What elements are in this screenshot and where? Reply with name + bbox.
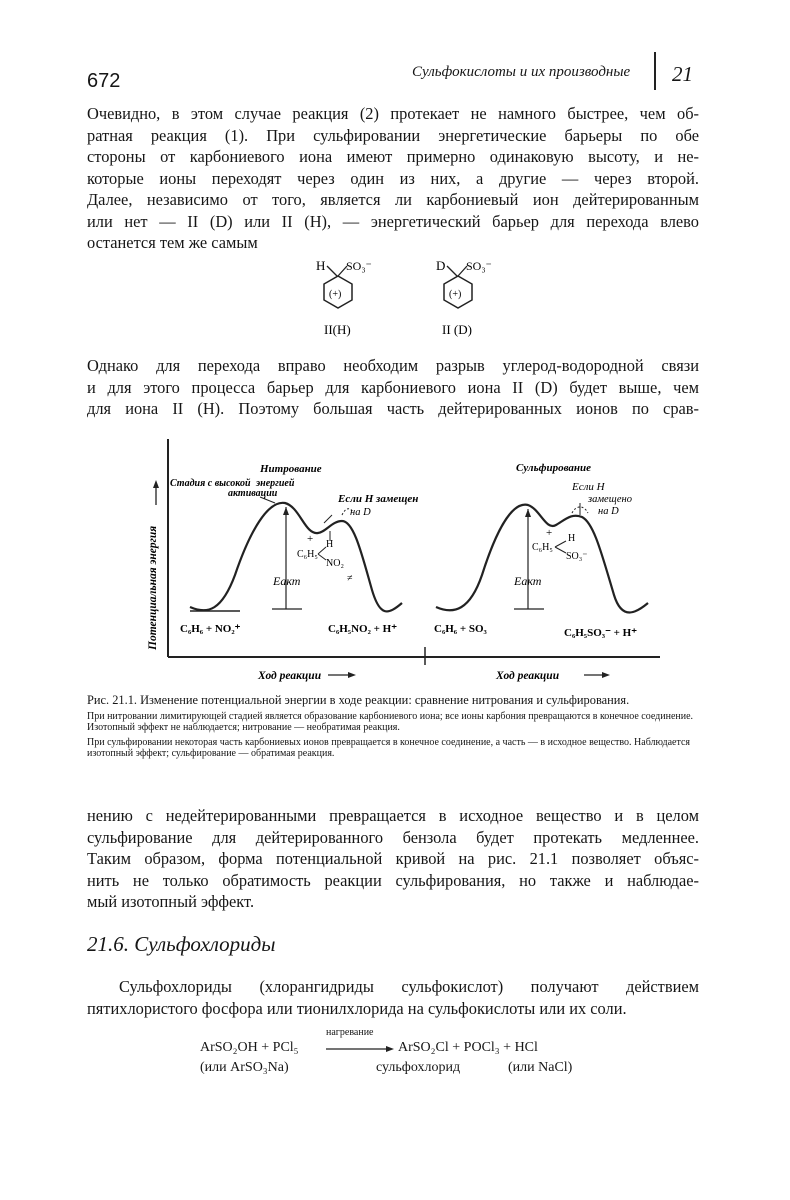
chapter-number: 21 bbox=[672, 62, 693, 86]
structure-d-substituent: D bbox=[436, 258, 446, 273]
intermediate-left-group: NO₂ bbox=[326, 558, 344, 569]
intermediate-left-ring: C₆H₅ bbox=[297, 549, 318, 560]
if-replaced-right-2: замещено bbox=[588, 494, 633, 505]
page-number: 672 bbox=[87, 70, 121, 92]
high-energy-stage-3: активации bbox=[228, 488, 278, 499]
if-replaced-right-3: на D bbox=[598, 506, 619, 517]
energy-diagram bbox=[140, 435, 680, 685]
equation-left: ArSO₂OH + PCl₅ bbox=[200, 1040, 299, 1055]
equation-product-name: сульфохлорид bbox=[376, 1060, 461, 1075]
ring-charge: (+) bbox=[329, 289, 342, 300]
structure-d-group: SO₃⁻ bbox=[466, 259, 492, 273]
y-axis-label: Потенциальная энергия bbox=[147, 525, 159, 650]
text-line: Однако для перехода вправо необходим разрыв углерод-водородной связи bbox=[87, 356, 699, 375]
equation-right: ArSO₂Cl + POCl₃ + HCl bbox=[398, 1040, 538, 1055]
reaction-arrow-icon bbox=[326, 1043, 396, 1055]
arrow-right-icon bbox=[602, 672, 610, 678]
section-number: 21.6. bbox=[87, 932, 129, 956]
if-replaced-left-1: Если H замещен bbox=[338, 493, 419, 505]
activation-label-left: Eакт bbox=[273, 574, 301, 588]
x-label-right: Ход реакции bbox=[496, 670, 560, 682]
text-line: Сульфохлориды (хлорангидриды сульфокислот) получают действием bbox=[119, 977, 699, 996]
text-line: нению с недейтерированными превращается в исходное вещество и в целом bbox=[87, 806, 699, 825]
x-label-left: Ход реакции bbox=[258, 670, 322, 682]
intermediate-left-h: H bbox=[326, 539, 334, 550]
equation-condition: нагревание bbox=[326, 1027, 374, 1038]
text-line: и для этого процесса барьер для карбониевого иона II (D) будет выше, чем bbox=[87, 377, 699, 397]
running-title: Сульфокислоты и их производные bbox=[412, 64, 631, 80]
equation-right-alt: (или NaCl) bbox=[508, 1060, 573, 1075]
header-divider bbox=[654, 52, 656, 90]
text-line: пятихлористого фосфора или тионилхлорида на сульфокислоты или их соли. bbox=[87, 998, 627, 1018]
structure-h-group: SO₃⁻ bbox=[346, 259, 372, 273]
structure-ii-h bbox=[316, 258, 372, 337]
carbonium-structures bbox=[300, 252, 520, 342]
nitration-title: Нитрование bbox=[260, 463, 322, 475]
paragraph-1 bbox=[87, 103, 699, 254]
caption-note-2: При сульфировании некоторая часть карбониевых ионов превращается в конечное соединение, а часть — в исходное вещество. Наблюдается изотопный эффект; сульфирование — обратимая реакция. bbox=[87, 737, 691, 759]
reactants-left: C₆H₆ + NO₂⁺ bbox=[180, 623, 241, 635]
text-line: Таким образом, форма потенциальной кривой на рис. 21.1 позволяет объяс- bbox=[87, 849, 699, 868]
figure-caption bbox=[87, 693, 699, 759]
high-energy-stage-2: энергией bbox=[256, 478, 295, 489]
text-line: нить не только обратимость реакции сульфирования, но также и наблюдае- bbox=[87, 870, 699, 890]
high-energy-stage-1: Стадия с высокой bbox=[170, 478, 251, 489]
text-line: ратная реакция (1). При сульфировании энергетические барьеры по обе bbox=[87, 125, 699, 145]
products-left: C₆H₅NO₂ + H⁺ bbox=[328, 623, 398, 635]
nitration-curve bbox=[190, 503, 402, 612]
text-line: Далее, независимо от того, является ли карбониевый ион дейтерированным bbox=[87, 190, 699, 209]
reactants-right: C₆H₆ + SO₃ bbox=[434, 623, 487, 635]
structure-h-substituent: H bbox=[316, 258, 326, 273]
text-line: для иона II (H). Поэтому большая часть дейтерированных ионов по срав- bbox=[87, 399, 699, 418]
sulfonation-curve bbox=[436, 505, 648, 613]
text-line: останется тем же самым bbox=[87, 233, 258, 252]
arrow-up-icon bbox=[153, 480, 159, 488]
text-line: Очевидно, в этом случае реакция (2) протекает не намного быстрее, чем об- bbox=[87, 104, 699, 123]
if-replaced-right-1: Если H bbox=[572, 481, 605, 493]
text-line: которые ионы переходят через один из них, а другие — через второй. bbox=[87, 168, 699, 188]
intermediate-left-plus: + bbox=[307, 533, 314, 545]
paragraph-4 bbox=[87, 976, 699, 1019]
paragraph-2 bbox=[87, 355, 699, 420]
structure-d-label: II (D) bbox=[442, 322, 472, 337]
sulfonation-title: Сульфирование bbox=[516, 462, 592, 474]
if-replaced-left-2: на D bbox=[350, 507, 371, 518]
intermediate-right-h: H bbox=[568, 533, 576, 544]
section-title: Сульфохлориды bbox=[134, 932, 276, 956]
activation-label-right: Eакт bbox=[514, 574, 542, 588]
ring-charge: (+) bbox=[449, 289, 462, 300]
arrow-right-icon bbox=[348, 672, 356, 678]
text-line: мый изотопный эффект. bbox=[87, 892, 255, 911]
caption-note-1: При нитровании лимитирующей стадией является образование карбониевого иона; все ионы карбония превращаются в конечное соединение. Изотопный эффект не наблюдается; нитрование — необратимая реакция. bbox=[87, 711, 694, 733]
products-right: C₆H₅SO₃⁻ + H⁺ bbox=[564, 627, 638, 639]
text-line: или нет — II (D) или II (H), — энергетический барьер для перехода влево bbox=[87, 211, 699, 231]
intermediate-right-ring: C₆H₅ bbox=[532, 542, 553, 553]
svg-text:≠: ≠ bbox=[347, 573, 353, 584]
structure-ii-d bbox=[436, 258, 492, 337]
paragraph-3 bbox=[87, 805, 699, 913]
text-line: сульфирование для дейтерированного бензола будет протекать медленнее. bbox=[87, 827, 699, 847]
structure-h-label: II(H) bbox=[324, 322, 351, 337]
section-heading bbox=[87, 932, 276, 957]
intermediate-right-group: SO₃⁻ bbox=[566, 551, 588, 562]
text-line: стороны от карбониевого иона имеют примерно одинаковую высоту, и не- bbox=[87, 147, 699, 166]
caption-main: Рис. 21.1. Изменение потенциальной энергии в ходе реакции: сравнение нитрования и сульфирования. bbox=[87, 693, 630, 707]
equation-left-alt: (или ArSO₃Na) bbox=[200, 1060, 289, 1075]
intermediate-right-plus: + bbox=[546, 527, 553, 539]
